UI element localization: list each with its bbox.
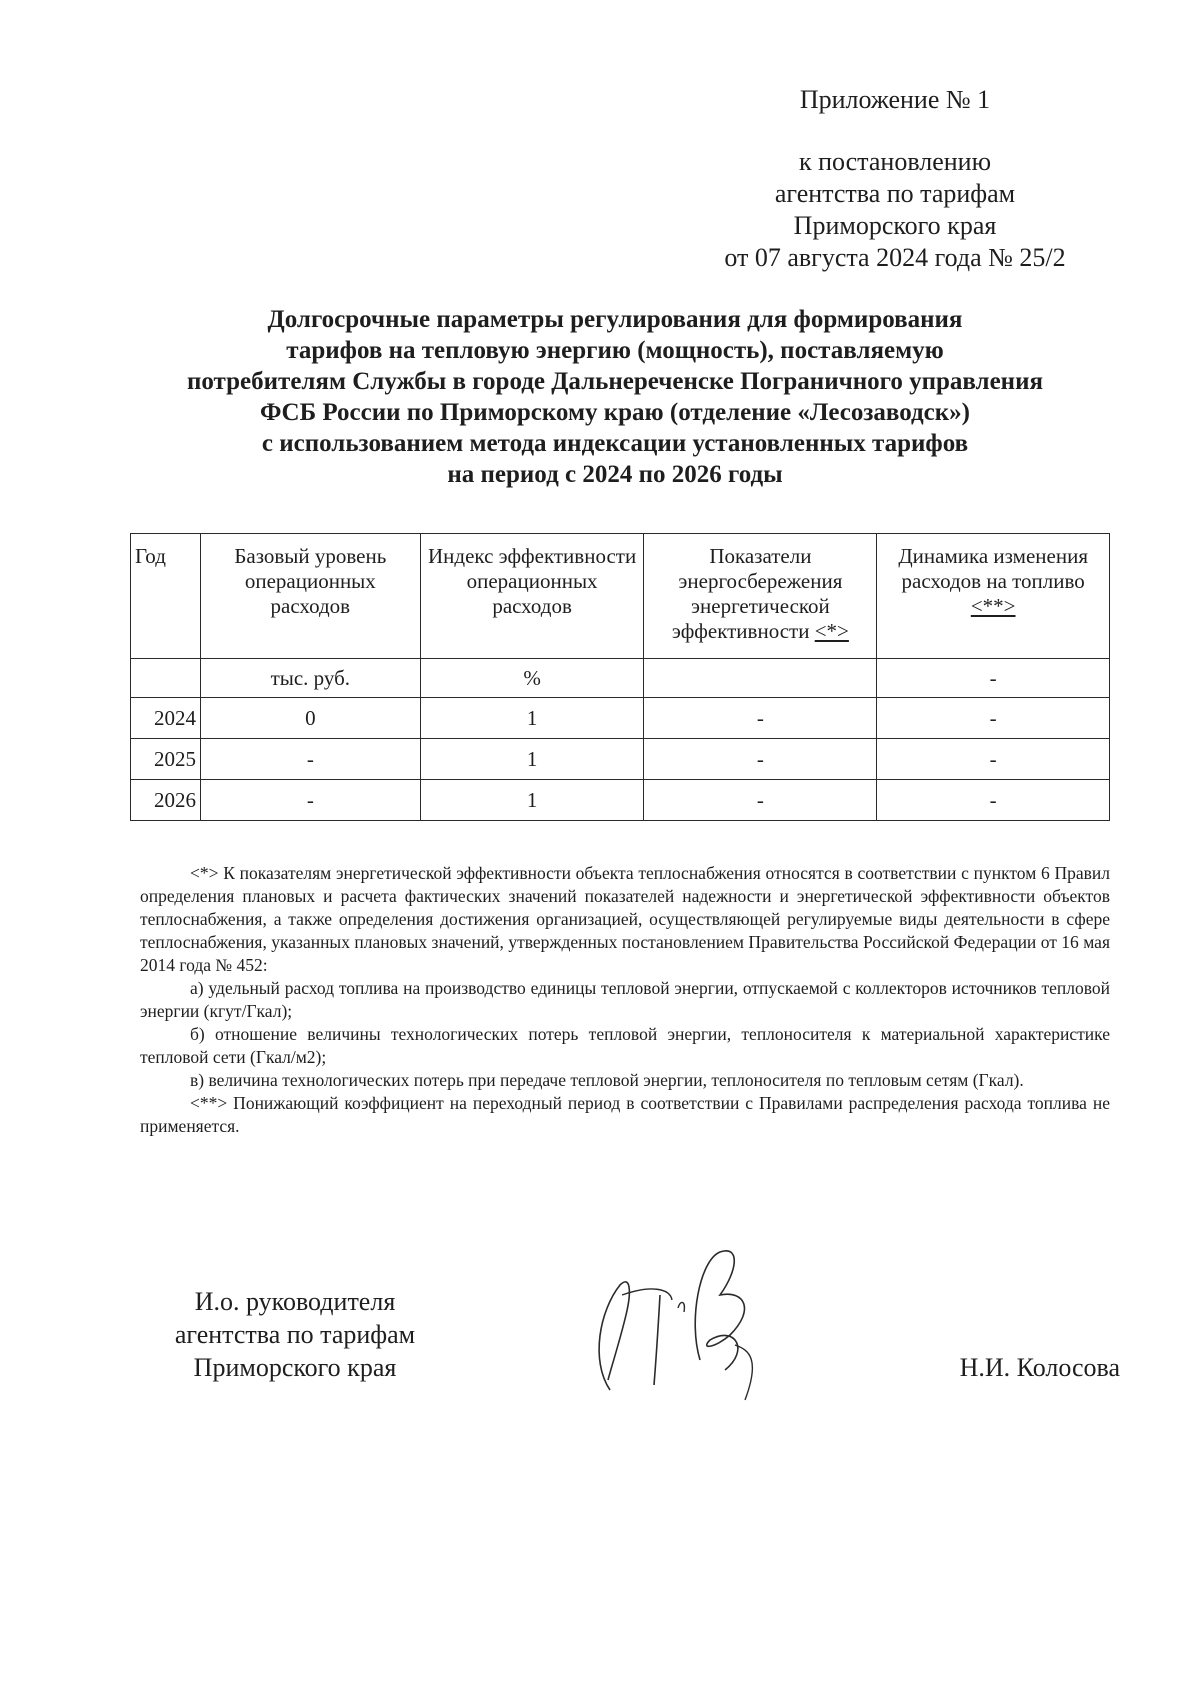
unit-cell: - <box>877 659 1110 698</box>
header-energy-saving-text: Показатели энергосбережения энергетической эффективности <box>671 544 843 643</box>
unit-cell <box>131 659 201 698</box>
appendix-line: от 07 августа 2024 года № 25/2 <box>724 243 1066 272</box>
table-cell: 1 <box>420 780 644 821</box>
appendix-block <box>700 84 1090 274</box>
signatory-name: Н.И. Колосова <box>959 1353 1120 1382</box>
table-cell: - <box>877 698 1110 739</box>
table-header-row <box>131 534 1110 659</box>
table-cell: - <box>644 780 877 821</box>
handwritten-signature <box>560 1240 800 1410</box>
table-cell: - <box>644 698 877 739</box>
position-line: И.о. руководителя <box>194 1287 396 1316</box>
table-row <box>131 739 1110 780</box>
table-cell: 0 <box>200 698 420 739</box>
table-units-row <box>131 659 1110 698</box>
document-title <box>120 304 1110 490</box>
table-cell: - <box>877 780 1110 821</box>
title-line: с использованием метода индексации установленных тарифов <box>261 430 969 457</box>
header-energy-saving <box>644 534 877 659</box>
footnote-paragraph: <**> Понижающий коэффициент на переходный период в соответствии с Правилами распределения расхода топлива не применяется. <box>140 1093 1110 1136</box>
unit-cell: тыс. руб. <box>200 659 420 698</box>
header-base-opex: Базовый уровень операционных расходов <box>200 534 420 659</box>
table-cell: - <box>877 739 1110 780</box>
footnote-ref-1: <*> <box>814 619 849 643</box>
title-line: ФСБ России по Приморскому краю (отделение «Лесозаводск») <box>260 399 970 426</box>
unit-cell: % <box>420 659 644 698</box>
table-cell: 2026 <box>131 780 201 821</box>
footnote-paragraph: а) удельный расход топлива на производство единицы тепловой энергии, отпускаемой с коллекторов источников тепловой энергии (кгут/Гкал); <box>140 978 1110 1021</box>
table-cell: 1 <box>420 739 644 780</box>
footnote-paragraph: в) величина технологических потерь при передаче тепловой энергии, теплоносителя по тепловым сетям (Гкал). <box>190 1070 1024 1090</box>
table-row <box>131 698 1110 739</box>
header-efficiency-index: Индекс эффективности операционных расходов <box>420 534 644 659</box>
title-line: тарифов на тепловую энергию (мощность), поставляемую <box>286 337 944 364</box>
table-row <box>131 780 1110 821</box>
position-line: Приморского края <box>193 1353 397 1382</box>
appendix-line: Приморского края <box>793 211 997 240</box>
parameters-table <box>130 533 1110 821</box>
signatory-position <box>150 1285 440 1384</box>
table-cell: - <box>200 739 420 780</box>
table-cell: 1 <box>420 698 644 739</box>
title-line: на период с 2024 по 2026 годы <box>447 461 783 488</box>
table-cell: 2024 <box>131 698 201 739</box>
table-cell: 2025 <box>131 739 201 780</box>
header-year: Год <box>131 534 201 659</box>
footnote-paragraph: б) отношение величины технологических потерь тепловой энергии, теплоносителя к материальной характеристике тепловой сети (Гкал/м2); <box>140 1024 1110 1067</box>
appendix-number: Приложение № 1 <box>799 85 991 114</box>
unit-cell <box>644 659 877 698</box>
appendix-line: к постановлению <box>798 147 992 176</box>
table-cell: - <box>200 780 420 821</box>
footnote-paragraph: <*> К показателям энергетической эффективности объекта теплоснабжения относятся в соответствии с пунктом 6 Правил определения плановых и расчета фактических значений показателей надежности и энергетической эффективности объектов теплоснабжения, а также определения достижения организацией, осуществляющей регулируемые виды деятельности в сфере теплоснабжения, указанных плановых значений, утвержденных постановлением Правительства Российской Федерации от 16 мая 2014 года № 452: <box>140 863 1110 975</box>
appendix-line: агентства по тарифам <box>774 179 1016 208</box>
table-cell: - <box>644 739 877 780</box>
footnote-ref-2: <**> <box>970 594 1016 618</box>
header-fuel-dynamics-text: Динамика изменения расходов на топливо <box>898 544 1088 593</box>
position-line: агентства по тарифам <box>174 1320 416 1349</box>
title-line: Долгосрочные параметры регулирования для формирования <box>267 306 963 333</box>
footnotes <box>140 862 1110 1138</box>
title-line: потребителям Службы в городе Дальнереченске Пограничного управления <box>186 368 1044 395</box>
header-fuel-dynamics <box>877 534 1110 659</box>
